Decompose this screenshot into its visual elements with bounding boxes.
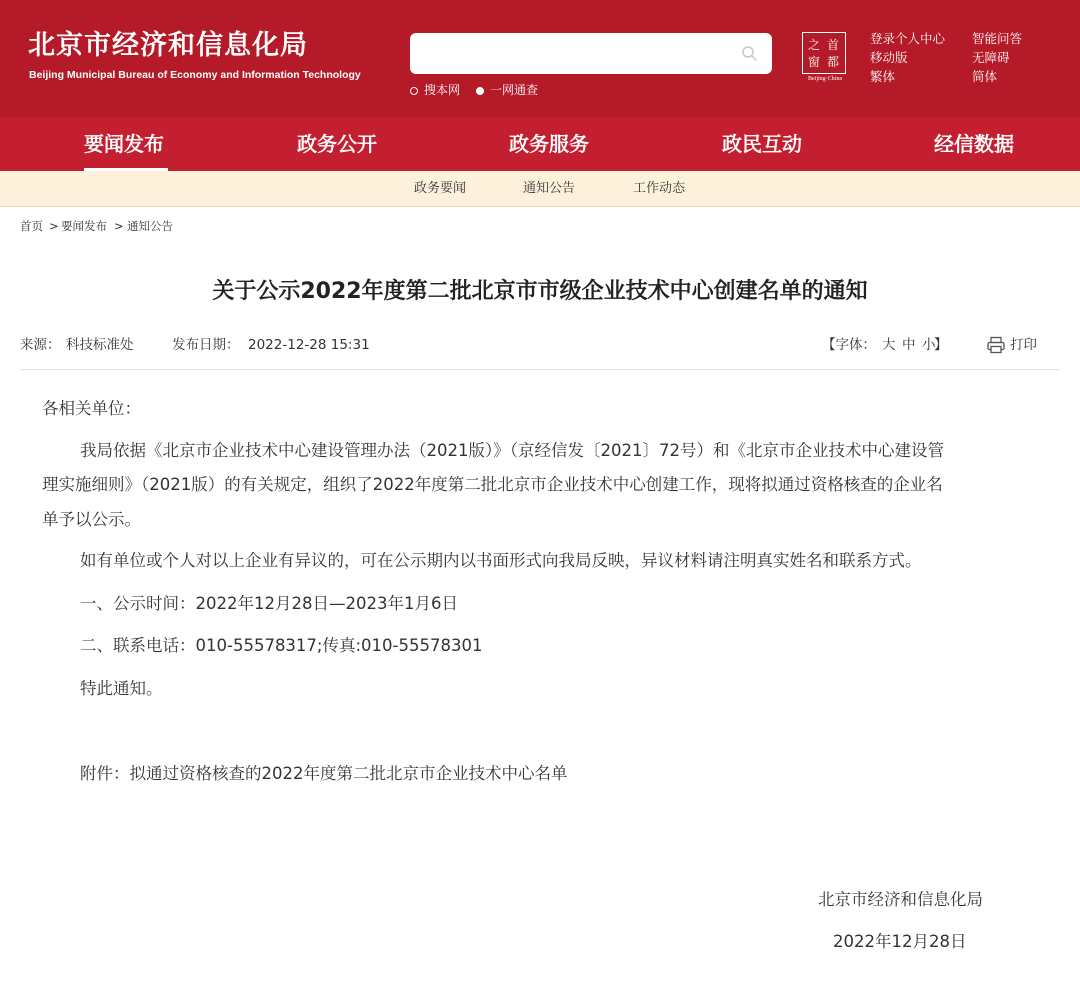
objection-paragraph: 如有单位或个人对以上企业有异议的，可在公示期内以书面形式向我局反映，异议材料请注明真实姓名和联系方式。: [80, 551, 922, 570]
font-size-large-button[interactable]: 大: [882, 337, 896, 353]
capital-window-seal-logo[interactable]: [802, 32, 846, 74]
mobile-version-link[interactable]: 移动版: [870, 50, 908, 65]
search-scope-site-label: 搜本网: [424, 83, 461, 97]
traditional-chinese-link[interactable]: 繁体: [870, 69, 896, 84]
seal-caption: Beijing·China: [808, 76, 842, 82]
simplified-chinese-link[interactable]: 简体: [972, 69, 998, 84]
font-size-bracket: 】: [934, 337, 948, 353]
radio-unselected-icon: [410, 87, 418, 95]
nav-item-data[interactable]: 经信数据: [934, 132, 1014, 156]
notice-period-item: 一、公示时间：2022年12月28日—2023年1月6日: [80, 594, 458, 613]
site-name-english: Beijing Municipal Bureau of Economy and Information Technology: [29, 69, 361, 81]
printer-icon[interactable]: [986, 335, 1006, 355]
source-value: 科技标准处: [66, 337, 134, 353]
contact-item: 二、联系电话：010-55578317;传真:010-55578301: [80, 636, 483, 655]
search-box: [410, 33, 772, 74]
meta-divider: [20, 369, 1060, 370]
login-link[interactable]: 登录个人中心: [870, 31, 946, 46]
seal-char: 之: [808, 38, 821, 52]
radio-selected-icon: [476, 87, 484, 95]
print-button[interactable]: 打印: [1010, 337, 1037, 353]
font-size-label: 【字体：: [822, 337, 876, 353]
search-scope-site-radio[interactable]: [410, 82, 460, 98]
seal-char: 都: [827, 55, 840, 69]
sub-nav: [0, 171, 1080, 207]
attachment-link[interactable]: 附件：拟通过资格核查的2022年度第二批北京市企业技术中心名单: [80, 764, 568, 783]
breadcrumb-news[interactable]: 要闻发布: [61, 219, 107, 233]
paragraph-line: 理实施细则》（2021版）的有关规定，组织了2022年度第二批北京市企业技术中心创建工作，现将拟通过资格核查的企业名: [42, 475, 943, 494]
subnav-item-notices[interactable]: 通知公告: [523, 181, 576, 196]
search-scope-all-label: 一网通查: [490, 83, 539, 97]
breadcrumb-separator: >: [49, 219, 59, 233]
issuer-signature: 北京市经济和信息化局: [818, 890, 983, 909]
article-title: 关于公示2022年度第二批北京市市级企业技术中心创建名单的通知: [212, 279, 868, 304]
main-nav: [0, 117, 1080, 171]
site-header: [0, 0, 1080, 117]
paragraph-line: 单予以公示。: [42, 510, 141, 529]
search-scope-all-radio[interactable]: [476, 82, 538, 98]
closing-line: 特此通知。: [80, 679, 163, 698]
nav-item-gov-services[interactable]: 政务服务: [509, 132, 589, 156]
publish-date: 2022-12-28 15:31: [248, 337, 370, 353]
nav-item-interaction[interactable]: 政民互动: [722, 132, 802, 156]
salutation: 各相关单位：: [42, 399, 141, 418]
nav-item-news[interactable]: 要闻发布: [84, 132, 164, 156]
font-size-small-button[interactable]: 小: [922, 337, 936, 353]
sign-date: 2022年12月28日: [833, 932, 967, 951]
breadcrumb-notices[interactable]: 通知公告: [127, 219, 173, 233]
seal-char: 窗: [808, 55, 821, 69]
site-name[interactable]: 北京市经济和信息化局: [28, 30, 308, 61]
search-input[interactable]: [420, 41, 734, 67]
subnav-item-work-updates[interactable]: 工作动态: [633, 181, 686, 196]
nav-item-gov-open[interactable]: 政务公开: [297, 132, 377, 156]
publish-date-label: 发布日期：: [172, 337, 240, 353]
search-icon[interactable]: [741, 45, 758, 62]
paragraph-line: 我局依据《北京市企业技术中心建设管理办法（2021版）》（京经信发〔2021〕72号）和《北京市企业技术中心建设管: [80, 441, 944, 460]
subnav-item-gov-news[interactable]: 政务要闻: [414, 181, 467, 196]
source-label: 来源：: [20, 337, 61, 353]
smart-qa-link[interactable]: 智能问答: [972, 31, 1023, 46]
font-size-medium-button[interactable]: 中: [902, 337, 916, 353]
seal-char: 首: [827, 38, 840, 52]
accessibility-link[interactable]: 无障碍: [972, 50, 1010, 65]
breadcrumb-home[interactable]: 首页: [20, 219, 43, 233]
breadcrumb-separator: >: [114, 219, 124, 233]
